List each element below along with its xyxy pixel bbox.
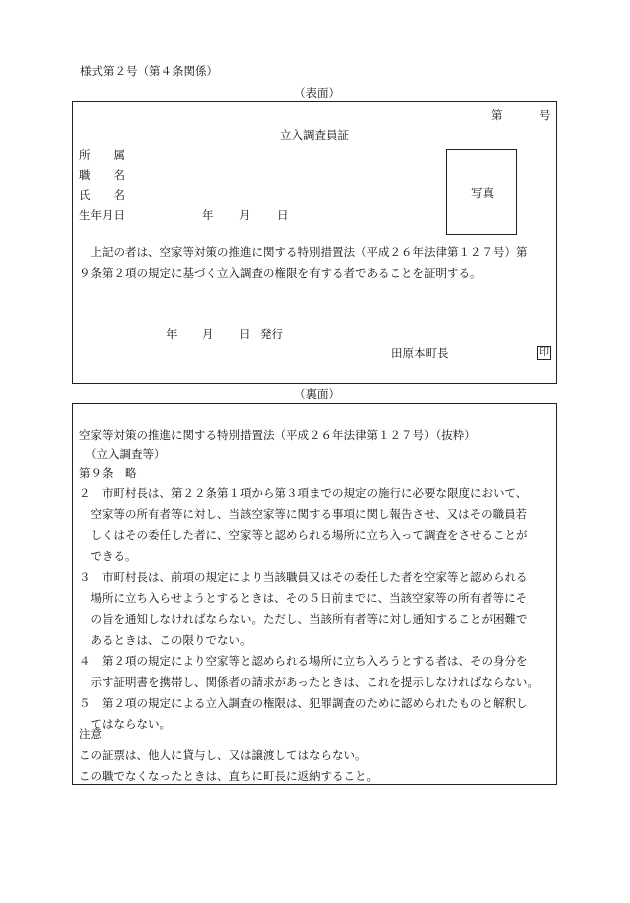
- paragraph-line: 空家等の所有者等に対し、当該空家等に関する事項に関し報告させ、又はその職員若: [79, 507, 528, 521]
- back-card: [72, 403, 557, 785]
- field-name: 氏 名: [79, 188, 125, 202]
- paragraph-3: [79, 567, 528, 651]
- certification-text: [79, 242, 528, 284]
- paragraph-line: できる。: [79, 549, 137, 563]
- paragraph-line: 場所に立ち入らせようとするときは、その５日前までに、当該空家等の所有者等にそ: [79, 591, 528, 605]
- issuer-name: 田原本町長: [391, 346, 449, 360]
- paragraph-line: 示す証明書を携帯し、関係者の請求があったときは、これを提示しなければならない。: [79, 675, 539, 689]
- paragraph-line: ３ 市町村長は、前項の規定により当該職員又はその委任した者を空家等と認められる: [79, 570, 528, 584]
- form-number-header: 様式第２号（第４条関係）: [80, 64, 218, 78]
- field-position: 職 名: [79, 168, 125, 182]
- note-item: この職でなくなったときは、直ちに町長に返納すること。: [79, 769, 378, 783]
- front-side-label: （表面）: [294, 86, 340, 100]
- note-item: この証票は、他人に貸与し、又は譲渡してはならない。: [79, 748, 367, 762]
- field-affiliation: 所 属: [79, 148, 125, 162]
- photo-placeholder: [446, 149, 517, 235]
- field-birthdate: 生年月日: [79, 208, 125, 222]
- article-9: 第９条 略: [79, 466, 137, 480]
- paragraph-line: ５ 第２項の規定による立入調査の権限は、犯罪調査のために認められたものと解釈し: [79, 696, 528, 710]
- birth-month: 月: [239, 208, 251, 222]
- official-seal: 印: [539, 347, 549, 358]
- certification-line: ９条第２項の規定に基づく立入調査の権限を有する者であることを証明する。: [79, 266, 482, 280]
- certification-line: 上記の者は、空家等対策の推進に関する特別措置法（平成２６年法律第１２７号）第: [79, 245, 528, 259]
- issue-day: 日: [239, 327, 251, 341]
- notes-section: [79, 724, 378, 787]
- birth-day: 日: [277, 208, 289, 222]
- issue-year: 年: [166, 327, 178, 341]
- card-title: 立入調査員証: [280, 128, 349, 142]
- issue-month: 月: [202, 327, 214, 341]
- front-card: [72, 101, 557, 384]
- paragraph-line: ４ 第２項の規定により空家等と認められる場所に立ち入ろうとする者は、その身分を: [79, 654, 528, 668]
- card-number-prefix: 第: [491, 108, 503, 122]
- card-number-suffix: 号: [539, 108, 551, 122]
- law-title: 空家等対策の推進に関する特別措置法（平成２６年法律第１２７号）（抜粋）: [79, 428, 476, 442]
- section-subtitle: （立入調査等）: [85, 447, 166, 461]
- back-side-label: （裏面）: [294, 387, 340, 401]
- paragraph-line: てはならない。: [79, 717, 171, 731]
- birth-year: 年: [202, 208, 214, 222]
- paragraph-4: [79, 651, 539, 693]
- paragraph-line: ２ 市町村長は、第２２条第１項から第３項までの規定の施行に必要な限度において、: [79, 486, 528, 500]
- paragraph-2: [79, 483, 528, 567]
- paragraph-line: の旨を通知しなければならない。ただし、当該所有者等に対し通知することが困難で: [79, 612, 528, 626]
- photo-label: 写真: [471, 186, 494, 200]
- paragraph-line: あるときは、この限りでない。: [79, 633, 252, 647]
- paragraph-line: しくはその委任した者に、空家等と認められる場所に立ち入って調査をさせることが: [79, 528, 528, 542]
- issue-label: 発行: [260, 327, 283, 341]
- notes-heading: 注意: [79, 727, 102, 741]
